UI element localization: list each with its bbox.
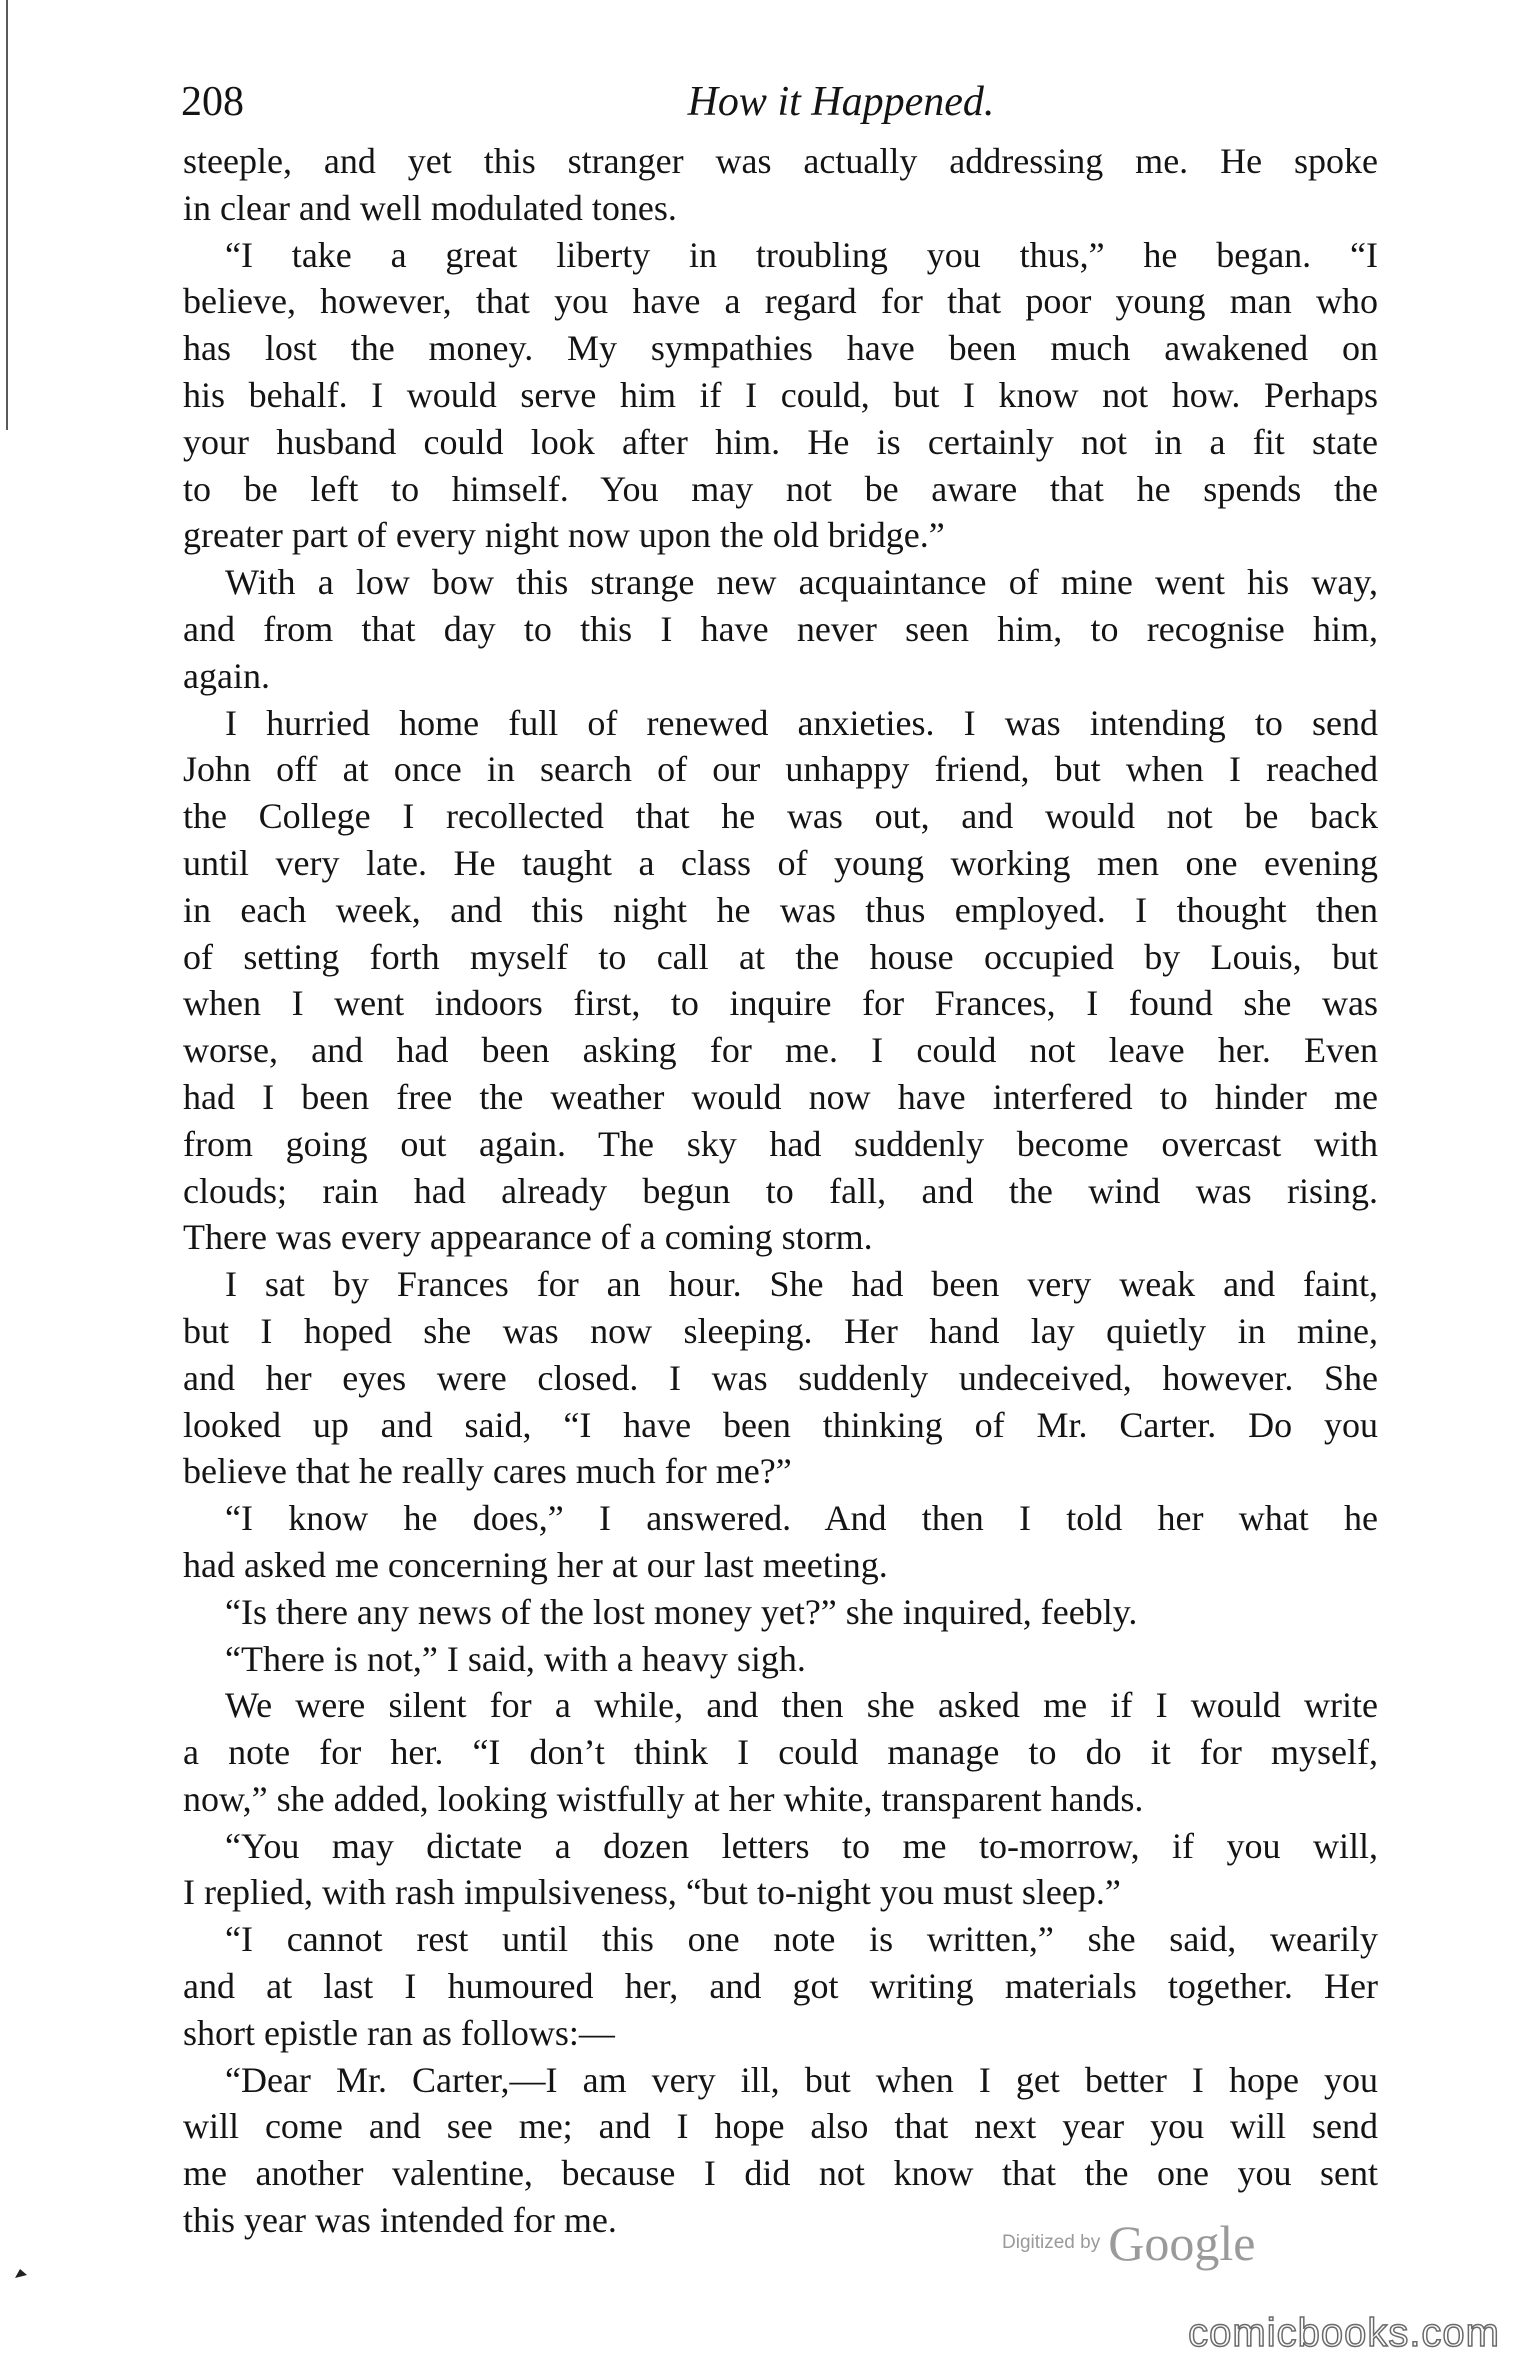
text-line: clouds; rain had already begun to fall, and the wind was rising. — [183, 1170, 1378, 1211]
text-line: to be left to himself. You may not be aware that he spends the — [183, 468, 1378, 509]
text-line: greater part of every night now upon the old bridge.” — [183, 515, 945, 556]
text-line: in each week, and this night he was thus employed. I thought then — [183, 889, 1378, 930]
text-line: a note for her. “I don’t think I could manage to do it for myself, — [183, 1732, 1378, 1773]
text-line: “Is there any news of the lost money yet?” she inquired, feebly. — [225, 1591, 1138, 1632]
text-line: his behalf. I would serve him if I could, but I know not how. Perhaps — [183, 374, 1378, 415]
text-line: worse, and had been asking for me. I could not leave her. Even — [183, 1030, 1378, 1071]
text-line: There was every appearance of a coming storm. — [183, 1217, 873, 1258]
text-line: now,” she added, looking wistfully at her white, transparent hands. — [183, 1778, 1144, 1819]
text-line: your husband could look after him. He is certainly not in a fit state — [183, 421, 1378, 462]
text-line: the College I recollected that he was out, and would not be back — [183, 796, 1378, 837]
text-line: of setting forth myself to call at the house occupied by Louis, but — [183, 936, 1378, 977]
text-line: had I been free the weather would now have interfered to hinder me — [183, 1076, 1378, 1117]
text-line: We were silent for a while, and then she asked me if I would write — [225, 1685, 1378, 1726]
running-title: How it Happened. — [687, 79, 995, 125]
text-line: and her eyes were closed. I was suddenly undeceived, however. She — [183, 1357, 1378, 1398]
text-line: this year was intended for me. — [183, 2200, 617, 2241]
body-text — [183, 138, 1378, 2244]
text-line: “Dear Mr. Carter,—I am very ill, but when I get better I hope you — [225, 2059, 1378, 2100]
text-line: believe that he really cares much for me?” — [183, 1451, 792, 1492]
google-logo-text: Google — [1108, 2215, 1256, 2271]
text-line: short epistle ran as follows:— — [183, 2012, 615, 2053]
text-line: looked up and said, “I have been thinking of Mr. Carter. Do you — [183, 1404, 1378, 1445]
text-line: “I know he does,” I answered. And then I told her what he — [225, 1498, 1378, 1539]
text-line: again. — [183, 655, 270, 696]
text-line: “I take a great liberty in troubling you thus,” he began. “I — [225, 234, 1378, 275]
text-line: from going out again. The sky had suddenly become overcast with — [183, 1123, 1378, 1164]
corner-mark-icon — [14, 2267, 28, 2279]
text-line: when I went indoors first, to inquire for Frances, I found she was — [183, 983, 1378, 1024]
text-line: until very late. He taught a class of young working men one evening — [183, 842, 1378, 883]
text-line: “You may dictate a dozen letters to me to-morrow, if you will, — [225, 1825, 1378, 1866]
text-line: John off at once in search of our unhappy friend, but when I reached — [183, 749, 1378, 790]
text-line: me another valentine, because I did not know that the one you sent — [183, 2153, 1378, 2194]
page-edge-line — [6, 0, 8, 430]
text-line: in clear and well modulated tones. — [183, 187, 677, 228]
page-header — [181, 72, 1381, 132]
text-line: “There is not,” I said, with a heavy sigh. — [225, 1638, 806, 1679]
text-line: “I cannot rest until this one note is written,” she said, wearily — [225, 1919, 1378, 1960]
text-line: but I hoped she was now sleeping. Her hand lay quietly in mine, — [183, 1310, 1378, 1351]
text-line: and from that day to this I have never seen him, to recognise him, — [183, 608, 1378, 649]
text-line: will come and see me; and I hope also that next year you will send — [183, 2106, 1378, 2147]
text-line: had asked me concerning her at our last meeting. — [183, 1544, 888, 1585]
text-line: has lost the money. My sympathies have been much awakened on — [183, 328, 1378, 369]
text-line: and at last I humoured her, and got writing materials together. Her — [183, 1966, 1378, 2007]
page-number: 208 — [181, 79, 244, 125]
text-line: I sat by Frances for an hour. She had been very weak and faint, — [225, 1264, 1378, 1305]
digitized-by-google-watermark — [1002, 2214, 1342, 2274]
text-line: believe, however, that you have a regard for that poor young man who — [183, 281, 1378, 322]
text-line: I replied, with rash impulsiveness, “but to-night you must sleep.” — [183, 1872, 1121, 1913]
digitized-by-text: Digitized by — [1002, 2232, 1101, 2253]
text-line: steeple, and yet this stranger was actually addressing me. He spoke — [183, 141, 1378, 181]
text-line: I hurried home full of renewed anxieties. I was intending to send — [225, 702, 1378, 743]
site-watermark: comicbooks.com — [1188, 2311, 1500, 2355]
text-line: With a low bow this strange new acquaintance of mine went his way, — [225, 562, 1378, 603]
